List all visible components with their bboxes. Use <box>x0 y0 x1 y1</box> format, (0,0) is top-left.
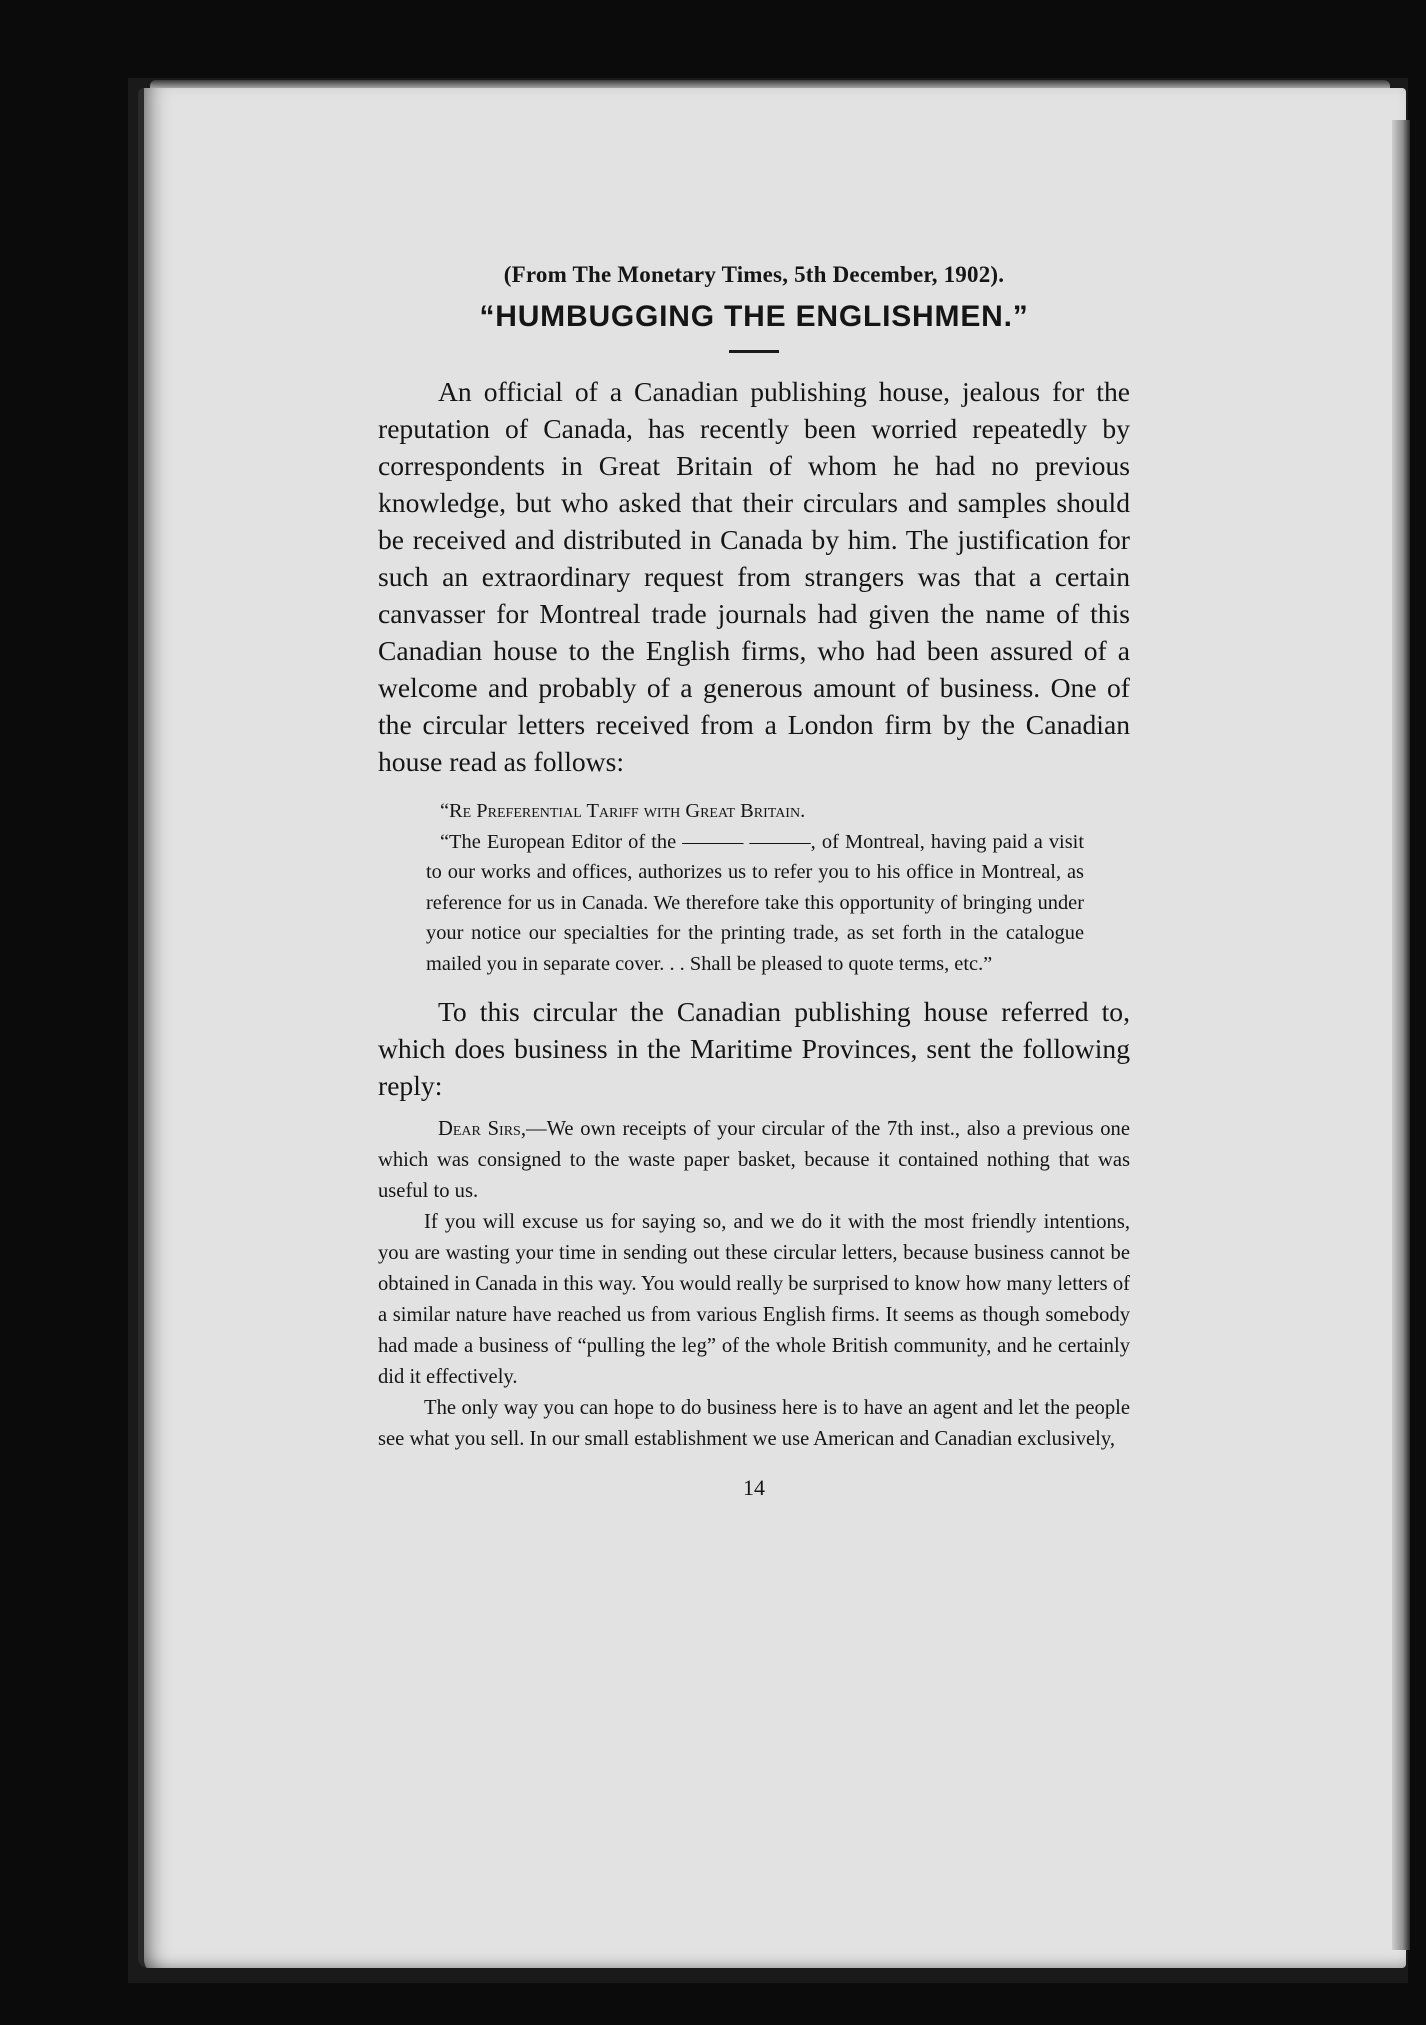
paragraph-reply-intro: To this circular the Canadian publishing house referred to, which does business in the Maritime Provinces, sent the following reply: <box>378 996 1130 1101</box>
source-citation: (From The Monetary Times, 5th December, 1902). <box>503 262 1005 287</box>
page-number: 14 <box>743 1475 765 1500</box>
quote-body: “The European Editor of the ——— ———, of Montreal, having paid a visit to our works and offices, authorizes us to refer you to his office in Montreal, as reference for us in Canada. We therefore take this opportunity of bringing under your notice our specialties for the printing trade, as set forth in the catalogue mailed you in separate cover. . . Shall be pleased to quote terms, etc.” <box>426 830 1084 975</box>
reply-paragraph-1 <box>378 1114 1130 1207</box>
page-right-edge <box>1392 120 1410 1950</box>
page-content <box>378 262 1130 1501</box>
quoted-circular <box>426 796 1084 979</box>
reply-letter <box>378 1114 1130 1455</box>
article-headline: “HUMBUGGING THE ENGLISHMEN.” <box>479 300 1029 333</box>
paragraph-intro: An official of a Canadian publishing house, jealous for the reputation of Canada, has recently been worried repeatedly by correspondents in Great Britain of whom he had no previous knowledge, but who asked that their circulars and samples should be received and distributed in Canada by him. The justification for such an extraordinary request from strangers was that a certain canvasser for Montreal trade journals had given the name of this Canadian house to the English firms, who had been assured of a welcome and probably of a generous amount of business. One of the circular letters received from a London firm by the Canadian house read as follows: <box>378 376 1130 777</box>
quote-heading: “Re Preferential Tariff with Great Britain. <box>440 800 806 822</box>
headline-divider <box>729 350 779 353</box>
reply-paragraph-2: If you will excuse us for saying so, and we do it with the most friendly intentions, you are wasting your time in sending out these circular letters, because business cannot be obtained in Canada in this way. You would really be surprised to know how many letters of a similar nature have reached us from various English firms. It seems as though somebody had made a business of “pulling the leg” of the whole British community, and he certainly did it effectively. <box>378 1211 1130 1388</box>
reply-salutation: Dear Sirs, <box>438 1118 526 1140</box>
reply-paragraph-3: The only way you can hope to do business here is to have an agent and let the people see what you sell. In our small establishment we use American and Canadian exclusively, <box>378 1397 1130 1450</box>
reply-paragraph-1-text: —We own receipts of your circular of the 7th inst., also a previous one which was consigned to the waste paper basket, because it contained nothing that was useful to us. <box>378 1118 1130 1202</box>
